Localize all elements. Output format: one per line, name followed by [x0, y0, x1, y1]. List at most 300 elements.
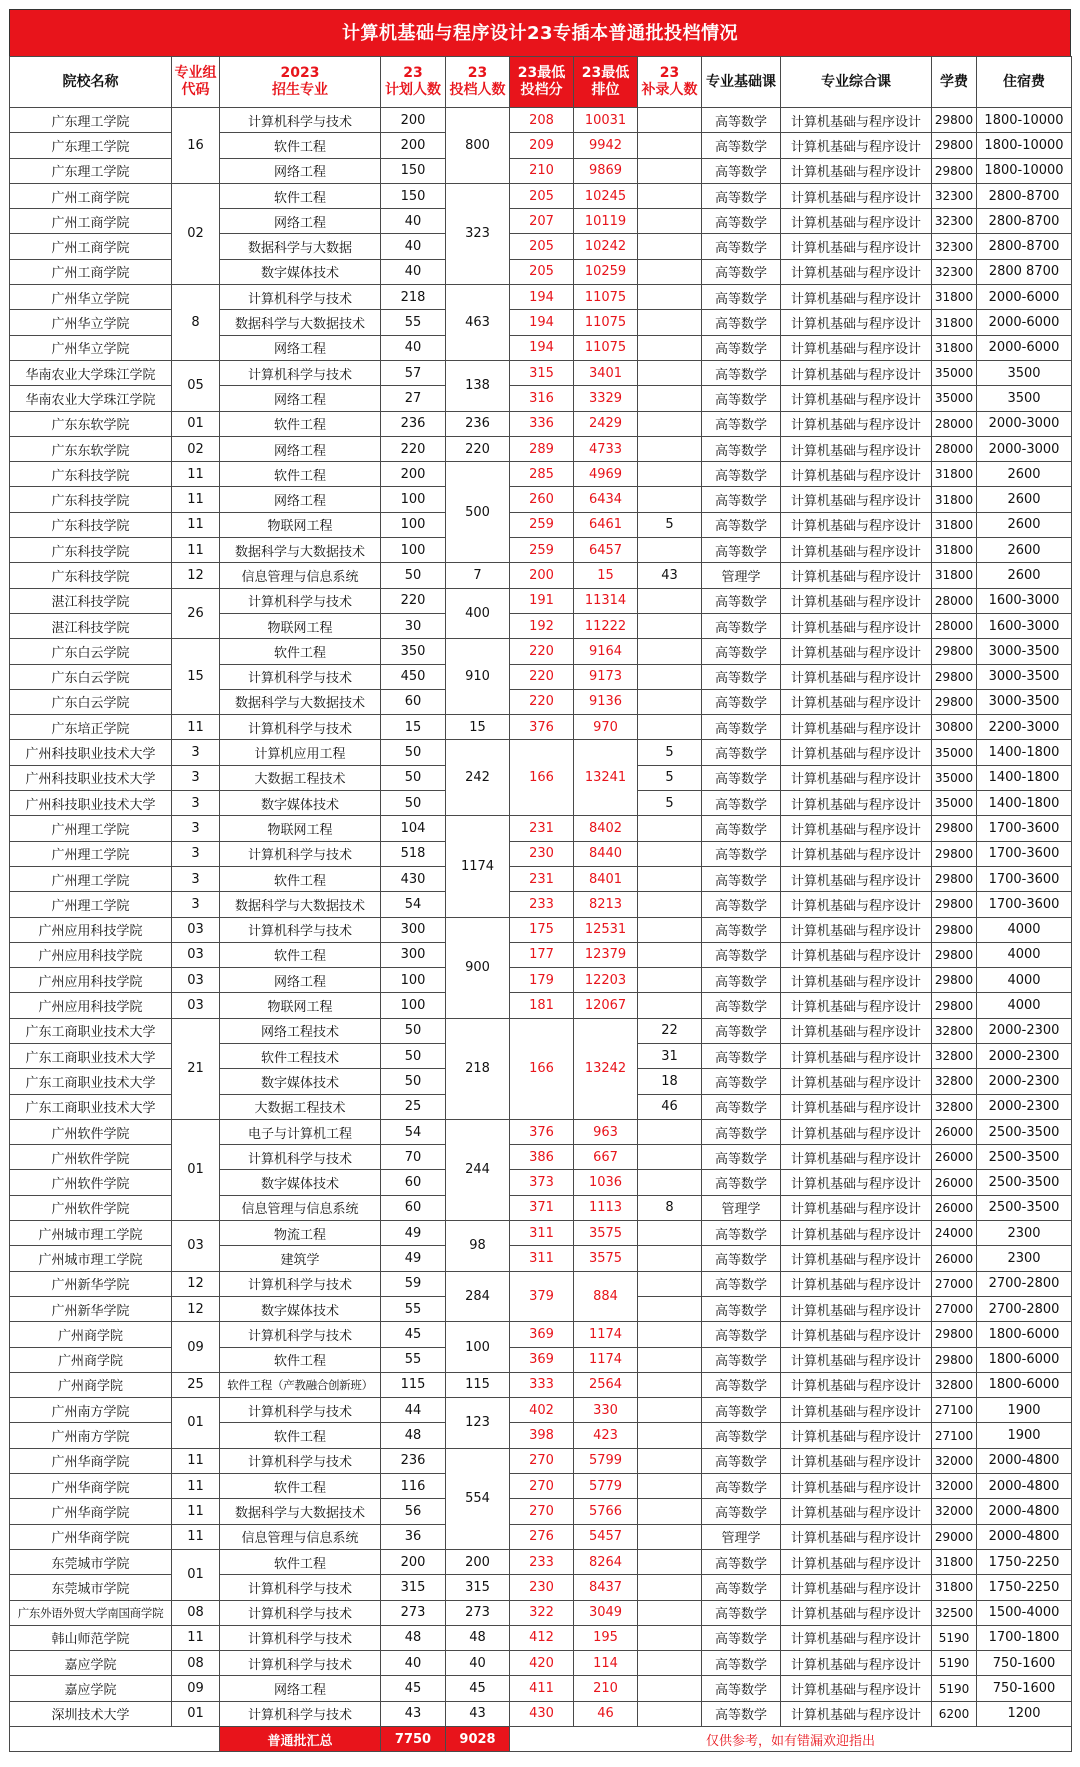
table-row	[10, 1398, 1072, 1423]
min-rank-cell: 8401	[574, 866, 638, 891]
school-name-cell: 广州工商学院	[10, 234, 172, 259]
supplement-count-cell	[638, 133, 702, 158]
plan-count-cell: 60	[381, 689, 446, 714]
table-row	[10, 335, 1072, 360]
min-score-cell: 402	[510, 1398, 574, 1423]
major-cell: 网络工程	[220, 386, 381, 411]
dorm-fee-cell: 1200	[977, 1701, 1072, 1726]
supplement-count-cell	[638, 639, 702, 664]
table-row	[10, 563, 1072, 588]
supplement-count-cell	[638, 968, 702, 993]
plan-count-cell: 54	[381, 1119, 446, 1144]
plan-count-cell: 220	[381, 436, 446, 461]
tuition-cell: 26000	[932, 1145, 977, 1170]
school-name-cell: 广州软件学院	[10, 1145, 172, 1170]
table-row	[10, 740, 1072, 765]
base-course-cell: 管理学	[702, 1524, 781, 1549]
admit-count-cell: 463	[446, 285, 510, 361]
dorm-fee-cell: 3500	[977, 360, 1072, 385]
min-rank-cell: 10031	[574, 108, 638, 133]
table-row	[10, 360, 1072, 385]
min-score-cell: 205	[510, 234, 574, 259]
comp-course-cell: 计算机基础与程序设计	[781, 1372, 932, 1397]
min-score-cell: 369	[510, 1347, 574, 1372]
comp-course-cell: 计算机基础与程序设计	[781, 1398, 932, 1423]
comp-course-cell: 计算机基础与程序设计	[781, 1094, 932, 1119]
major-cell: 网络工程	[220, 436, 381, 461]
tuition-cell: 28000	[932, 411, 977, 436]
comp-course-cell: 计算机基础与程序设计	[781, 310, 932, 335]
min-rank-cell: 9173	[574, 664, 638, 689]
admit-count-cell: 284	[446, 1271, 510, 1322]
tuition-cell: 32300	[932, 209, 977, 234]
dorm-fee-cell: 2800 8700	[977, 259, 1072, 284]
major-cell: 大数据工程技术	[220, 765, 381, 790]
comp-course-cell: 计算机基础与程序设计	[781, 1549, 932, 1574]
dorm-fee-cell: 1700-3600	[977, 816, 1072, 841]
min-score-cell: 205	[510, 259, 574, 284]
major-cell: 计算机科学与技术	[220, 1398, 381, 1423]
base-course-cell: 高等数学	[702, 108, 781, 133]
school-name-cell: 广州科技职业技术大学	[10, 740, 172, 765]
comp-course-cell: 计算机基础与程序设计	[781, 158, 932, 183]
school-name-cell: 广东工商职业技术大学	[10, 1018, 172, 1043]
school-name-cell: 深圳技术大学	[10, 1701, 172, 1726]
min-score-cell: 208	[510, 108, 574, 133]
tuition-cell: 24000	[932, 1221, 977, 1246]
tuition-cell: 5190	[932, 1676, 977, 1701]
dorm-fee-cell: 1800-6000	[977, 1322, 1072, 1347]
dorm-fee-cell: 1400-1800	[977, 765, 1072, 790]
min-score-cell: 270	[510, 1474, 574, 1499]
supplement-count-cell	[638, 158, 702, 183]
supplement-count-cell: 18	[638, 1069, 702, 1094]
school-name-cell: 广州商学院	[10, 1372, 172, 1397]
tuition-cell: 28000	[932, 588, 977, 613]
comp-course-cell: 计算机基础与程序设计	[781, 664, 932, 689]
major-cell: 计算机科学与技术	[220, 917, 381, 942]
tuition-cell: 31800	[932, 285, 977, 310]
tuition-cell: 29800	[932, 133, 977, 158]
major-cell: 物流工程	[220, 1221, 381, 1246]
disclaimer-note: 仅供参考，如有错漏欢迎指出	[510, 1727, 1072, 1752]
min-rank-cell: 210	[574, 1676, 638, 1701]
dorm-fee-cell: 2000-6000	[977, 285, 1072, 310]
dorm-fee-cell: 1700-3600	[977, 866, 1072, 891]
group-code-cell: 08	[172, 1600, 220, 1625]
plan-count-cell: 48	[381, 1625, 446, 1650]
group-code-cell: 12	[172, 563, 220, 588]
base-course-cell: 高等数学	[702, 1246, 781, 1271]
table-row	[10, 310, 1072, 335]
comp-course-cell: 计算机基础与程序设计	[781, 613, 932, 638]
comp-course-cell: 计算机基础与程序设计	[781, 1600, 932, 1625]
min-rank-cell: 8437	[574, 1575, 638, 1600]
comp-course-cell: 计算机基础与程序设计	[781, 1701, 932, 1726]
min-rank-cell: 15	[574, 563, 638, 588]
plan-count-cell: 104	[381, 816, 446, 841]
base-course-cell: 高等数学	[702, 462, 781, 487]
school-name-cell: 广东培正学院	[10, 715, 172, 740]
min-rank-cell: 3401	[574, 360, 638, 385]
major-cell: 软件工程	[220, 942, 381, 967]
major-cell: 计算机科学与技术	[220, 664, 381, 689]
base-course-cell: 高等数学	[702, 968, 781, 993]
admit-count-cell: 1174	[446, 816, 510, 917]
supplement-count-cell	[638, 411, 702, 436]
tuition-cell: 29800	[932, 1322, 977, 1347]
supplement-count-cell	[638, 664, 702, 689]
base-course-cell: 高等数学	[702, 1170, 781, 1195]
group-code-cell: 03	[172, 968, 220, 993]
group-code-cell: 01	[172, 1701, 220, 1726]
group-code-cell: 03	[172, 993, 220, 1018]
major-cell: 计算机科学与技术	[220, 1701, 381, 1726]
min-score-cell: 220	[510, 664, 574, 689]
supplement-count-cell	[638, 1575, 702, 1600]
min-score-cell: 379	[510, 1271, 574, 1322]
tuition-cell: 35000	[932, 740, 977, 765]
plan-count-cell: 518	[381, 841, 446, 866]
school-name-cell: 广州工商学院	[10, 259, 172, 284]
min-rank-cell: 13241	[574, 740, 638, 816]
supplement-count-cell	[638, 1524, 702, 1549]
base-course-cell: 高等数学	[702, 715, 781, 740]
header-tuition: 学费	[932, 57, 977, 108]
table-row	[10, 1018, 1072, 1043]
base-course-cell: 高等数学	[702, 1119, 781, 1144]
min-rank-cell: 1036	[574, 1170, 638, 1195]
major-cell: 计算机科学与技术	[220, 1448, 381, 1473]
tuition-cell: 29800	[932, 942, 977, 967]
table-row	[10, 386, 1072, 411]
supplement-count-cell	[638, 689, 702, 714]
group-code-cell: 16	[172, 108, 220, 184]
school-name-cell: 广东外语外贸大学南国商学院	[10, 1600, 172, 1625]
plan-count-cell: 100	[381, 512, 446, 537]
min-score-cell: 316	[510, 386, 574, 411]
tuition-cell: 32300	[932, 259, 977, 284]
dorm-fee-cell: 2000-2300	[977, 1018, 1072, 1043]
admit-total: 9028	[446, 1727, 510, 1752]
major-cell: 计算机科学与技术	[220, 588, 381, 613]
plan-count-cell: 273	[381, 1600, 446, 1625]
base-course-cell: 高等数学	[702, 740, 781, 765]
table-row	[10, 285, 1072, 310]
base-course-cell: 高等数学	[702, 436, 781, 461]
school-name-cell: 广州商学院	[10, 1347, 172, 1372]
plan-count-cell: 116	[381, 1474, 446, 1499]
admit-count-cell: 45	[446, 1676, 510, 1701]
tuition-cell: 31800	[932, 1549, 977, 1574]
tuition-cell: 32800	[932, 1018, 977, 1043]
table-row	[10, 538, 1072, 563]
supplement-count-cell	[638, 892, 702, 917]
min-score-cell: 386	[510, 1145, 574, 1170]
group-code-cell: 11	[172, 462, 220, 487]
table-row	[10, 1145, 1072, 1170]
tuition-cell: 32800	[932, 1043, 977, 1068]
dorm-fee-cell: 1800-10000	[977, 133, 1072, 158]
table-row	[10, 183, 1072, 208]
min-rank-cell: 11075	[574, 310, 638, 335]
min-score-cell: 430	[510, 1701, 574, 1726]
table-row	[10, 715, 1072, 740]
min-score-cell: 311	[510, 1221, 574, 1246]
dorm-fee-cell: 2700-2800	[977, 1296, 1072, 1321]
min-score-cell: 270	[510, 1448, 574, 1473]
min-score-cell: 194	[510, 335, 574, 360]
major-cell: 计算机科学与技术	[220, 285, 381, 310]
min-score-cell: 177	[510, 942, 574, 967]
min-rank-cell: 114	[574, 1651, 638, 1676]
plan-count-cell: 56	[381, 1499, 446, 1524]
major-cell: 数据科学与大数据技术	[220, 1499, 381, 1524]
dorm-fee-cell: 3000-3500	[977, 689, 1072, 714]
group-code-cell: 02	[172, 183, 220, 284]
table-row	[10, 1625, 1072, 1650]
supplement-count-cell	[638, 993, 702, 1018]
min-score-cell: 311	[510, 1246, 574, 1271]
tuition-cell: 29800	[932, 1347, 977, 1372]
supplement-count-cell	[638, 816, 702, 841]
school-name-cell: 广州华商学院	[10, 1474, 172, 1499]
plan-count-cell: 200	[381, 1549, 446, 1574]
school-name-cell: 广州华商学院	[10, 1448, 172, 1473]
comp-course-cell: 计算机基础与程序设计	[781, 765, 932, 790]
supplement-count-cell	[638, 209, 702, 234]
min-score-cell: 166	[510, 740, 574, 816]
school-name-cell: 广州软件学院	[10, 1195, 172, 1220]
supplement-count-cell	[638, 436, 702, 461]
tuition-cell: 5190	[932, 1625, 977, 1650]
comp-course-cell: 计算机基础与程序设计	[781, 386, 932, 411]
min-rank-cell: 4969	[574, 462, 638, 487]
header-admit-count: 23 投档人数	[446, 57, 510, 108]
min-rank-cell: 4733	[574, 436, 638, 461]
dorm-fee-cell: 1400-1800	[977, 740, 1072, 765]
tuition-cell: 29000	[932, 1524, 977, 1549]
plan-count-cell: 300	[381, 917, 446, 942]
dorm-fee-cell: 1700-1800	[977, 1625, 1072, 1650]
table-row	[10, 133, 1072, 158]
dorm-fee-cell: 750-1600	[977, 1651, 1072, 1676]
supplement-count-cell	[638, 310, 702, 335]
dorm-fee-cell: 4000	[977, 993, 1072, 1018]
school-name-cell: 广州理工学院	[10, 892, 172, 917]
dorm-fee-cell: 1800-10000	[977, 108, 1072, 133]
tuition-cell: 31800	[932, 487, 977, 512]
group-code-cell: 12	[172, 1296, 220, 1321]
major-cell: 计算机科学与技术	[220, 108, 381, 133]
header-major: 2023 招生专业	[220, 57, 381, 108]
base-course-cell: 高等数学	[702, 360, 781, 385]
dorm-fee-cell: 2000-4800	[977, 1499, 1072, 1524]
base-course-cell: 高等数学	[702, 1094, 781, 1119]
plan-count-cell: 50	[381, 765, 446, 790]
school-name-cell: 广州城市理工学院	[10, 1246, 172, 1271]
min-rank-cell: 667	[574, 1145, 638, 1170]
major-cell: 网络工程	[220, 158, 381, 183]
plan-count-cell: 44	[381, 1398, 446, 1423]
school-name-cell: 广东理工学院	[10, 133, 172, 158]
plan-count-cell: 40	[381, 259, 446, 284]
min-score-cell: 205	[510, 183, 574, 208]
comp-course-cell: 计算机基础与程序设计	[781, 1296, 932, 1321]
min-rank-cell: 10119	[574, 209, 638, 234]
dorm-fee-cell: 1600-3000	[977, 588, 1072, 613]
dorm-fee-cell: 2800-8700	[977, 183, 1072, 208]
min-rank-cell: 11314	[574, 588, 638, 613]
base-course-cell: 高等数学	[702, 1296, 781, 1321]
min-score-cell: 230	[510, 1575, 574, 1600]
school-name-cell: 东莞城市学院	[10, 1575, 172, 1600]
table-row	[10, 968, 1072, 993]
tuition-cell: 32800	[932, 1069, 977, 1094]
supplement-count-cell	[638, 1170, 702, 1195]
supplement-count-cell	[638, 1474, 702, 1499]
dorm-fee-cell: 1600-3000	[977, 613, 1072, 638]
dorm-fee-cell: 2500-3500	[977, 1119, 1072, 1144]
min-rank-cell: 13242	[574, 1018, 638, 1119]
major-cell: 软件工程	[220, 1474, 381, 1499]
tuition-cell: 32000	[932, 1499, 977, 1524]
tuition-cell: 29800	[932, 917, 977, 942]
comp-course-cell: 计算机基础与程序设计	[781, 1575, 932, 1600]
school-name-cell: 广州应用科技学院	[10, 993, 172, 1018]
tuition-cell: 27100	[932, 1398, 977, 1423]
dorm-fee-cell: 3000-3500	[977, 664, 1072, 689]
min-rank-cell: 1113	[574, 1195, 638, 1220]
min-score-cell: 194	[510, 310, 574, 335]
base-course-cell: 高等数学	[702, 689, 781, 714]
min-score-cell: 233	[510, 1549, 574, 1574]
min-rank-cell: 884	[574, 1271, 638, 1322]
comp-course-cell: 计算机基础与程序设计	[781, 1246, 932, 1271]
school-name-cell: 广州新华学院	[10, 1296, 172, 1321]
table-body	[10, 108, 1072, 1727]
min-rank-cell: 6434	[574, 487, 638, 512]
summary-row	[10, 1727, 1072, 1752]
tuition-cell: 29800	[932, 816, 977, 841]
supplement-count-cell	[638, 1499, 702, 1524]
min-rank-cell: 5779	[574, 1474, 638, 1499]
tuition-cell: 31800	[932, 512, 977, 537]
school-name-cell: 广东工商职业技术大学	[10, 1069, 172, 1094]
min-score-cell: 210	[510, 158, 574, 183]
base-course-cell: 高等数学	[702, 664, 781, 689]
tuition-cell: 35000	[932, 765, 977, 790]
header-base-course: 专业基础课	[702, 57, 781, 108]
supplement-count-cell	[638, 487, 702, 512]
table-row	[10, 1246, 1072, 1271]
major-cell: 数据科学与大数据	[220, 234, 381, 259]
min-score-cell: 376	[510, 1119, 574, 1144]
tuition-cell: 32000	[932, 1448, 977, 1473]
header-dorm-fee: 住宿费	[977, 57, 1072, 108]
min-score-cell: 260	[510, 487, 574, 512]
admit-count-cell: 910	[446, 639, 510, 715]
dorm-fee-cell: 2600	[977, 512, 1072, 537]
group-code-cell: 02	[172, 436, 220, 461]
supplement-count-cell	[638, 1372, 702, 1397]
admit-count-cell: 242	[446, 740, 510, 816]
plan-count-cell: 70	[381, 1145, 446, 1170]
header-plan-count: 23 计划人数	[381, 57, 446, 108]
dorm-fee-cell: 2500-3500	[977, 1195, 1072, 1220]
base-course-cell: 高等数学	[702, 1499, 781, 1524]
min-rank-cell: 12203	[574, 968, 638, 993]
base-course-cell: 管理学	[702, 1195, 781, 1220]
plan-count-cell: 430	[381, 866, 446, 891]
base-course-cell: 高等数学	[702, 487, 781, 512]
min-score-cell: 231	[510, 816, 574, 841]
min-score-cell: 233	[510, 892, 574, 917]
supplement-count-cell	[638, 183, 702, 208]
major-cell: 计算机科学与技术	[220, 1600, 381, 1625]
plan-count-cell: 54	[381, 892, 446, 917]
group-code-cell: 11	[172, 1474, 220, 1499]
group-code-cell: 26	[172, 588, 220, 639]
table-row	[10, 158, 1072, 183]
supplement-count-cell	[638, 538, 702, 563]
comp-course-cell: 计算机基础与程序设计	[781, 588, 932, 613]
min-rank-cell: 10242	[574, 234, 638, 259]
comp-course-cell: 计算机基础与程序设计	[781, 1676, 932, 1701]
plan-count-cell: 100	[381, 968, 446, 993]
school-name-cell: 嘉应学院	[10, 1676, 172, 1701]
tuition-cell: 29800	[932, 639, 977, 664]
group-code-cell: 03	[172, 917, 220, 942]
base-course-cell: 高等数学	[702, 1448, 781, 1473]
school-name-cell: 湛江科技学院	[10, 588, 172, 613]
supplement-count-cell: 31	[638, 1043, 702, 1068]
table-row	[10, 1701, 1072, 1726]
comp-course-cell: 计算机基础与程序设计	[781, 512, 932, 537]
comp-course-cell: 计算机基础与程序设计	[781, 183, 932, 208]
admission-sheet	[9, 9, 1071, 1752]
supplement-count-cell	[638, 1676, 702, 1701]
school-name-cell: 东莞城市学院	[10, 1549, 172, 1574]
dorm-fee-cell: 2700-2800	[977, 1271, 1072, 1296]
header-min-score: 23最低 投档分	[510, 57, 574, 108]
comp-course-cell: 计算机基础与程序设计	[781, 1119, 932, 1144]
comp-course-cell: 计算机基础与程序设计	[781, 1448, 932, 1473]
major-cell: 电子与计算机工程	[220, 1119, 381, 1144]
supplement-count-cell: 22	[638, 1018, 702, 1043]
tuition-cell: 30800	[932, 715, 977, 740]
tuition-cell: 5190	[932, 1651, 977, 1676]
major-cell: 软件工程	[220, 133, 381, 158]
supplement-count-cell	[638, 1423, 702, 1448]
base-course-cell: 高等数学	[702, 411, 781, 436]
min-rank-cell: 10259	[574, 259, 638, 284]
major-cell: 物联网工程	[220, 613, 381, 638]
dorm-fee-cell: 4000	[977, 942, 1072, 967]
plan-count-cell: 40	[381, 1651, 446, 1676]
supplement-count-cell	[638, 1271, 702, 1296]
table-row	[10, 917, 1072, 942]
major-cell: 网络工程技术	[220, 1018, 381, 1043]
supplement-count-cell	[638, 1322, 702, 1347]
tuition-cell: 32800	[932, 1372, 977, 1397]
base-course-cell: 高等数学	[702, 1043, 781, 1068]
admission-table	[9, 56, 1072, 1752]
table-row	[10, 1271, 1072, 1296]
dorm-fee-cell: 1400-1800	[977, 791, 1072, 816]
base-course-cell: 高等数学	[702, 1347, 781, 1372]
plan-count-cell: 150	[381, 158, 446, 183]
